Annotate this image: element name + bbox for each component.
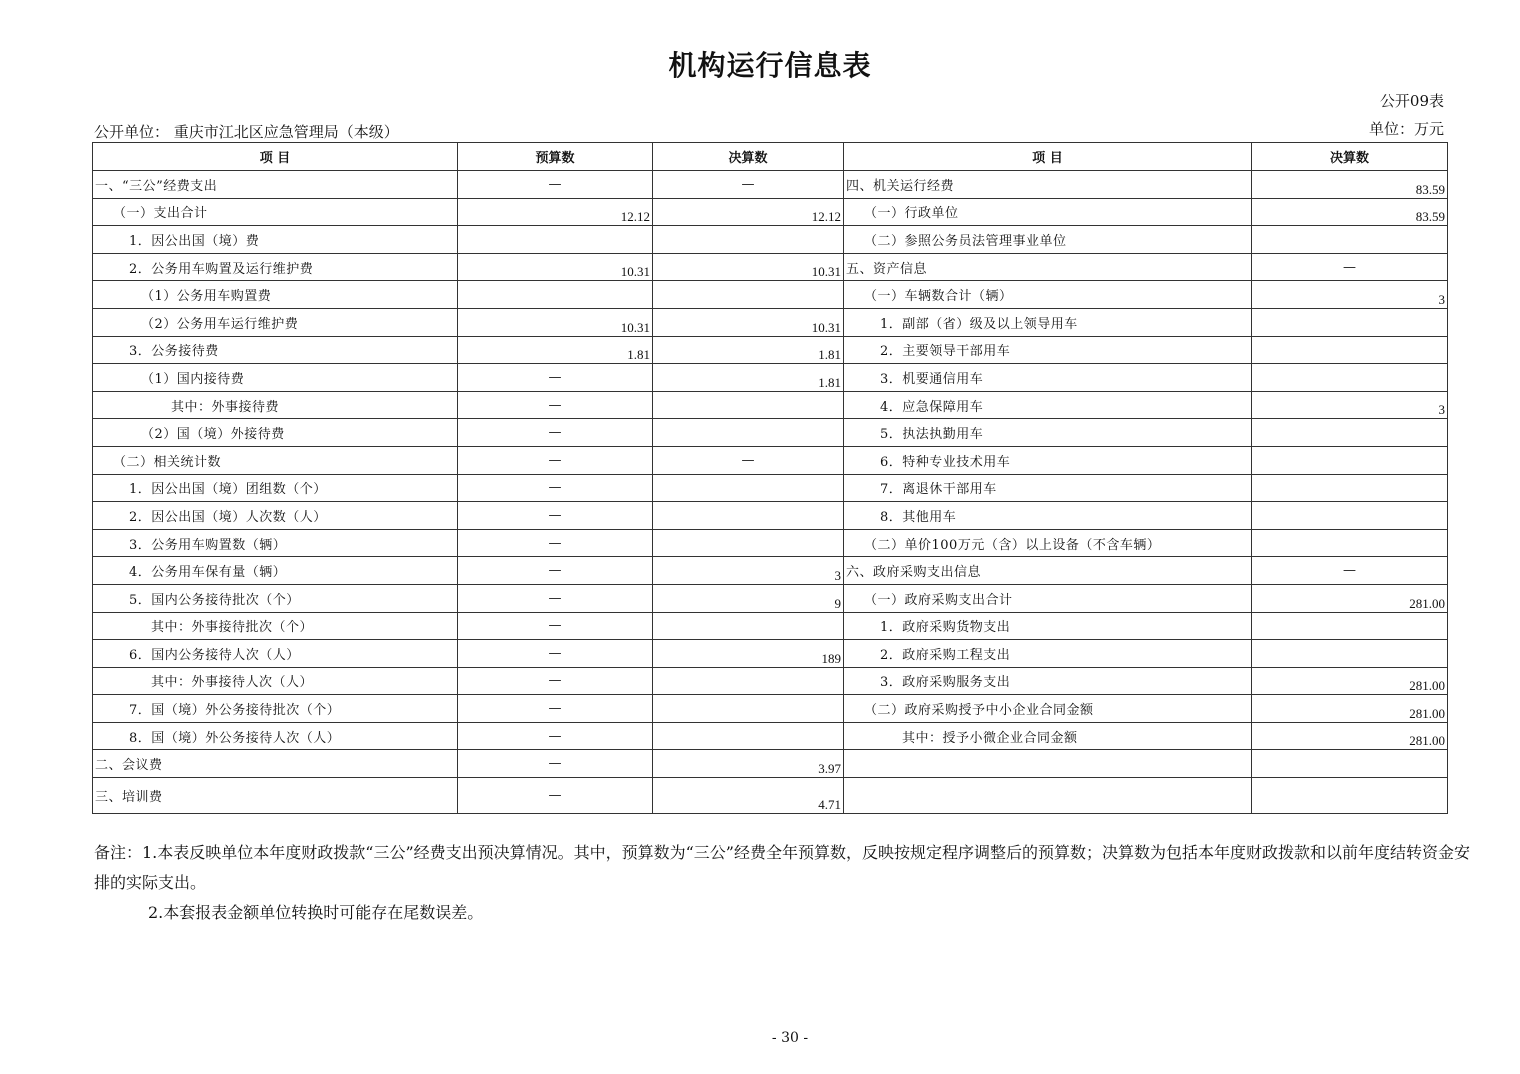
right-final-value: — xyxy=(1252,557,1448,585)
left-final-value: 10.31 xyxy=(653,253,844,281)
header-left-budget: 预算数 xyxy=(458,143,653,171)
table-row xyxy=(93,612,1448,640)
left-final-value xyxy=(653,502,844,530)
left-item-label: 6．国内公务接待人次（人） xyxy=(93,640,458,668)
left-final-value: 3.97 xyxy=(653,750,844,778)
table-row xyxy=(93,750,1448,778)
left-item-label: 1．因公出国（境）团组数（个） xyxy=(93,474,458,502)
left-budget-value: — xyxy=(458,529,653,557)
right-item-label: （一）政府采购支出合计 xyxy=(844,584,1252,612)
left-budget-value: — xyxy=(458,640,653,668)
left-budget-value: — xyxy=(458,364,653,392)
right-item-label: 1．副部（省）级及以上领导用车 xyxy=(844,308,1252,336)
right-item-label: 3．机要通信用车 xyxy=(844,364,1252,392)
right-item-label: 四、机关运行经费 xyxy=(844,171,1252,199)
right-final-value: 83.59 xyxy=(1252,198,1448,226)
right-item-label: 5．执法执勤用车 xyxy=(844,419,1252,447)
left-item-label: 2．因公出国（境）人次数（人） xyxy=(93,502,458,530)
left-budget-value: — xyxy=(458,391,653,419)
table-row xyxy=(93,171,1448,199)
left-final-value: — xyxy=(653,171,844,199)
left-item-label: 其中：外事接待费 xyxy=(93,391,458,419)
table-row xyxy=(93,226,1448,254)
table-row xyxy=(93,584,1448,612)
page-title: 机构运行信息表 xyxy=(668,49,872,82)
left-final-value: — xyxy=(653,446,844,474)
left-item-label: 3．公务用车购置数（辆） xyxy=(93,529,458,557)
left-budget-value: — xyxy=(458,446,653,474)
left-final-value xyxy=(653,226,844,254)
left-budget-value: — xyxy=(458,722,653,750)
table-body xyxy=(93,171,1448,814)
left-item-label: 4．公务用车保有量（辆） xyxy=(93,557,458,585)
table-row xyxy=(93,281,1448,309)
table-row xyxy=(93,308,1448,336)
right-final-value xyxy=(1252,502,1448,530)
right-final-value: 281.00 xyxy=(1252,695,1448,723)
left-item-label: 三、培训费 xyxy=(93,778,458,814)
right-item-label: 6．特种专业技术用车 xyxy=(844,446,1252,474)
right-final-value xyxy=(1252,364,1448,392)
left-final-value: 3 xyxy=(653,557,844,585)
table-row xyxy=(93,778,1448,814)
left-final-value xyxy=(653,529,844,557)
left-item-label: 一、“三公”经费支出 xyxy=(93,171,458,199)
left-budget-value: 10.31 xyxy=(458,308,653,336)
left-final-value: 9 xyxy=(653,584,844,612)
right-final-value: 281.00 xyxy=(1252,667,1448,695)
right-item-label: 7．离退休干部用车 xyxy=(844,474,1252,502)
left-budget-value: — xyxy=(458,584,653,612)
left-final-value xyxy=(653,612,844,640)
table-row xyxy=(93,391,1448,419)
table-row xyxy=(93,695,1448,723)
left-budget-value: — xyxy=(458,695,653,723)
left-final-value: 1.81 xyxy=(653,336,844,364)
right-final-value xyxy=(1252,778,1448,814)
table-header-row xyxy=(93,143,1448,171)
right-final-value: 3 xyxy=(1252,281,1448,309)
right-final-value xyxy=(1252,640,1448,668)
left-item-label: （一）支出合计 xyxy=(93,198,458,226)
right-item-label: （二）政府采购授予中小企业合同金额 xyxy=(844,695,1252,723)
left-budget-value: — xyxy=(458,612,653,640)
table-row xyxy=(93,364,1448,392)
left-budget-value: — xyxy=(458,750,653,778)
table-row xyxy=(93,529,1448,557)
right-item-label xyxy=(844,778,1252,814)
right-item-label: （一）行政单位 xyxy=(844,198,1252,226)
table-row xyxy=(93,446,1448,474)
left-final-value xyxy=(653,474,844,502)
left-budget-value xyxy=(458,281,653,309)
left-final-value xyxy=(653,419,844,447)
left-item-label: 3．公务接待费 xyxy=(93,336,458,364)
right-final-value: 281.00 xyxy=(1252,722,1448,750)
right-item-label: 其中：授予小微企业合同金额 xyxy=(844,722,1252,750)
left-final-value: 1.81 xyxy=(653,364,844,392)
note-line-2: 2.本套报表金额单位转换时可能存在尾数误差。 xyxy=(148,903,484,922)
left-budget-value: — xyxy=(458,419,653,447)
right-final-value xyxy=(1252,529,1448,557)
table-row xyxy=(93,502,1448,530)
currency-unit: 单位：万元 xyxy=(1368,120,1444,138)
right-final-value: 3 xyxy=(1252,391,1448,419)
left-item-label: 二、会议费 xyxy=(93,750,458,778)
left-budget-value: 12.12 xyxy=(458,198,653,226)
info-table xyxy=(92,142,1448,814)
right-item-label: （二）单价100万元（含）以上设备（不含车辆） xyxy=(844,529,1252,557)
table-row xyxy=(93,253,1448,281)
right-item-label: 六、政府采购支出信息 xyxy=(844,557,1252,585)
right-final-value: 83.59 xyxy=(1252,171,1448,199)
right-item-label: 1．政府采购货物支出 xyxy=(844,612,1252,640)
left-budget-value: — xyxy=(458,474,653,502)
right-final-value xyxy=(1252,612,1448,640)
table-row xyxy=(93,336,1448,364)
right-final-value xyxy=(1252,336,1448,364)
right-final-value xyxy=(1252,308,1448,336)
right-item-label: （一）车辆数合计（辆） xyxy=(844,281,1252,309)
note xyxy=(94,838,1484,928)
right-item-label: 2．政府采购工程支出 xyxy=(844,640,1252,668)
table-row xyxy=(93,722,1448,750)
right-item-label: 五、资产信息 xyxy=(844,253,1252,281)
right-item-label: 4．应急保障用车 xyxy=(844,391,1252,419)
left-final-value xyxy=(653,695,844,723)
header-right-item: 项 目 xyxy=(844,143,1252,171)
left-budget-value: — xyxy=(458,502,653,530)
right-final-value xyxy=(1252,750,1448,778)
table-row xyxy=(93,667,1448,695)
right-item-label: 2．主要领导干部用车 xyxy=(844,336,1252,364)
left-final-value xyxy=(653,667,844,695)
left-item-label: 7．国（境）外公务接待批次（个） xyxy=(93,695,458,723)
note-line-1: 备注：1.本表反映单位本年度财政拨款“三公”经费支出预决算情况。其中，预算数为“三公”经费全年预算数，反映按规定程序调整后的预算数；决算数为包括本年度财政拨款和以前年度结转资金安排的实际支出。 xyxy=(94,843,1470,892)
left-item-label: 1．因公出国（境）费 xyxy=(93,226,458,254)
left-final-value: 4.71 xyxy=(653,778,844,814)
left-item-label: （1）国内接待费 xyxy=(93,364,458,392)
left-item-label: 其中：外事接待人次（人） xyxy=(93,667,458,695)
table-row xyxy=(93,474,1448,502)
right-final-value: — xyxy=(1252,253,1448,281)
form-number: 公开09表 xyxy=(1379,92,1444,110)
right-item-label: 3．政府采购服务支出 xyxy=(844,667,1252,695)
table-row xyxy=(93,419,1448,447)
header-right-final: 决算数 xyxy=(1252,143,1448,171)
left-item-label: （二）相关统计数 xyxy=(93,446,458,474)
left-budget-value: — xyxy=(458,778,653,814)
header-left-final: 决算数 xyxy=(653,143,844,171)
table-row xyxy=(93,198,1448,226)
left-final-value: 10.31 xyxy=(653,308,844,336)
reporting-unit: 公开单位： 重庆市江北区应急管理局（本级） xyxy=(94,123,399,141)
header-left-item: 项 目 xyxy=(93,143,458,171)
table-row xyxy=(93,640,1448,668)
right-item-label: 8．其他用车 xyxy=(844,502,1252,530)
left-final-value xyxy=(653,281,844,309)
right-final-value xyxy=(1252,226,1448,254)
left-budget-value: 10.31 xyxy=(458,253,653,281)
left-item-label: （1）公务用车购置费 xyxy=(93,281,458,309)
right-item-label xyxy=(844,750,1252,778)
left-budget-value xyxy=(458,226,653,254)
right-final-value xyxy=(1252,474,1448,502)
left-budget-value: — xyxy=(458,171,653,199)
left-final-value: 189 xyxy=(653,640,844,668)
right-final-value: 281.00 xyxy=(1252,584,1448,612)
right-final-value xyxy=(1252,446,1448,474)
left-item-label: 其中：外事接待批次（个） xyxy=(93,612,458,640)
left-final-value xyxy=(653,722,844,750)
left-final-value: 12.12 xyxy=(653,198,844,226)
left-item-label: （2）国（境）外接待费 xyxy=(93,419,458,447)
left-item-label: 5．国内公务接待批次（个） xyxy=(93,584,458,612)
left-item-label: （2）公务用车运行维护费 xyxy=(93,308,458,336)
left-item-label: 8．国（境）外公务接待人次（人） xyxy=(93,722,458,750)
right-final-value xyxy=(1252,419,1448,447)
left-item-label: 2．公务用车购置及运行维护费 xyxy=(93,253,458,281)
left-budget-value: 1.81 xyxy=(458,336,653,364)
table-row xyxy=(93,557,1448,585)
left-budget-value: — xyxy=(458,667,653,695)
right-item-label: （二）参照公务员法管理事业单位 xyxy=(844,226,1252,254)
left-final-value xyxy=(653,391,844,419)
page-number: - 30 - xyxy=(771,1030,809,1046)
left-budget-value: — xyxy=(458,557,653,585)
